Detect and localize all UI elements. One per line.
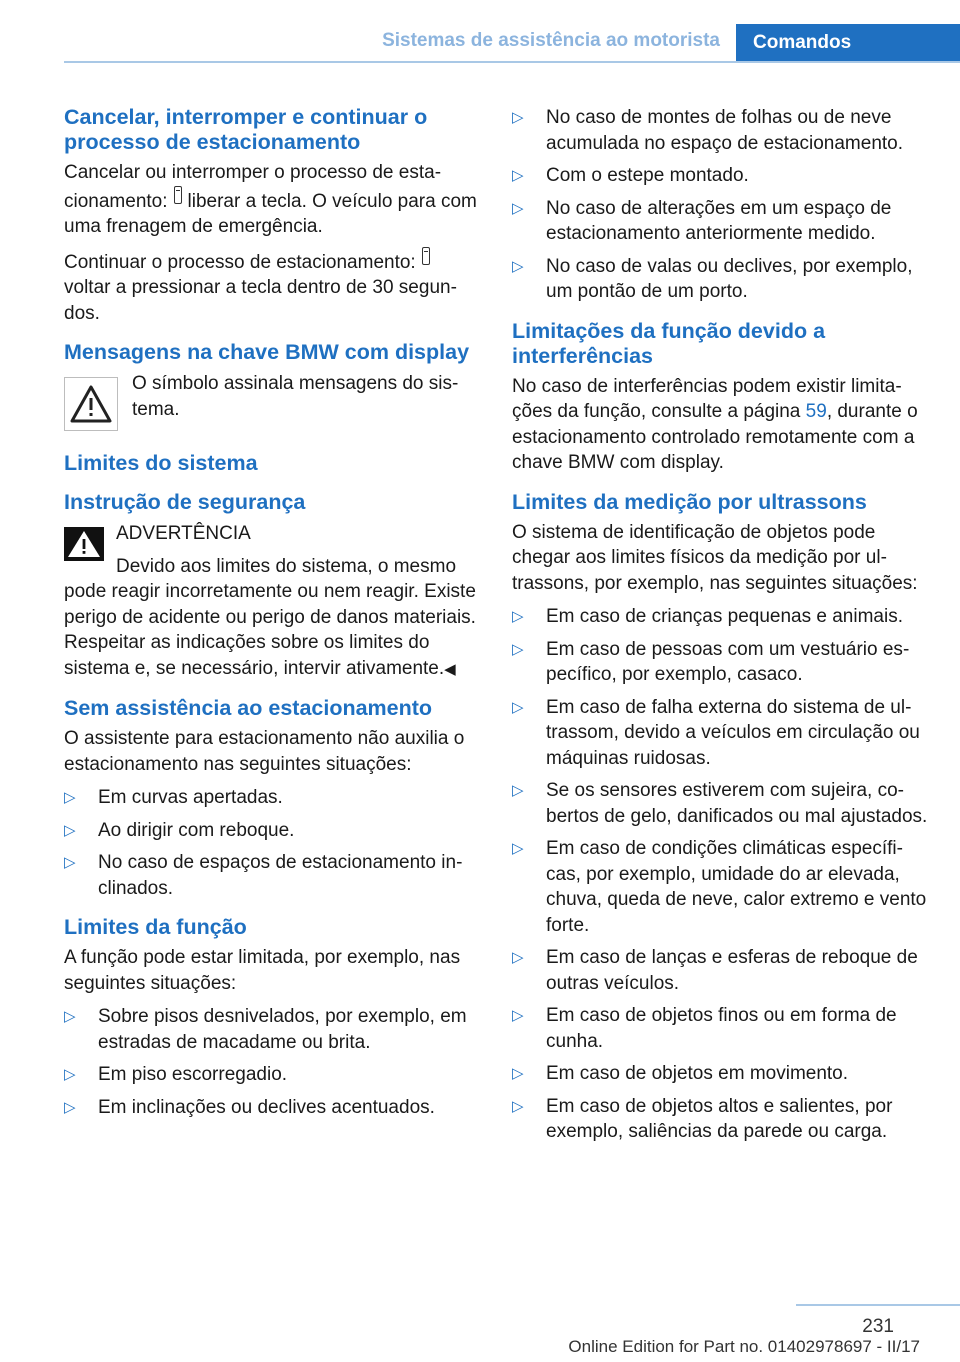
paragraph-interference bbox=[512, 374, 928, 476]
list-item bbox=[512, 637, 928, 688]
footer-edition: Online Edition for Part no. 01402978697 - II/17 bbox=[568, 1337, 920, 1356]
paragraph-cancel-1 bbox=[64, 160, 480, 240]
list-item-text: No caso de montes de folhas ou de neve acumulada no espaço de estacionamento. bbox=[546, 107, 904, 154]
heading-system-limits: Limites do sistema bbox=[64, 451, 258, 475]
list-item bbox=[512, 1094, 928, 1145]
warning-triangle-icon bbox=[64, 527, 104, 561]
bullet-icon: ▷ bbox=[512, 1065, 524, 1082]
warning-triangle-outline-icon bbox=[64, 377, 118, 431]
bullet-icon: ▷ bbox=[64, 1008, 76, 1025]
bullet-icon: ▷ bbox=[512, 608, 524, 625]
heading-interference: Limitações da função devido a interferências bbox=[512, 318, 826, 368]
message-symbol-row bbox=[64, 371, 480, 431]
bullet-icon: ▷ bbox=[512, 840, 524, 857]
paragraph-messages: O símbolo assinala mensagens do sistema. bbox=[132, 373, 459, 420]
bullet-icon: ▷ bbox=[512, 782, 524, 799]
list-item bbox=[512, 604, 928, 630]
page-59-link[interactable]: 59 bbox=[805, 401, 827, 422]
list-item-text: Em caso de pessoas com um vestuário específico, por exemplo, casaco. bbox=[546, 638, 910, 685]
list-item-text: No caso de alterações em um espaço de estacionamento anteriormente medido. bbox=[546, 197, 892, 244]
list-item-text: Em caso de crianças pequenas e animais. bbox=[546, 606, 903, 627]
bullet-icon: ▷ bbox=[512, 199, 524, 217]
bullet-icon: ▷ bbox=[512, 257, 524, 275]
list-item bbox=[512, 945, 928, 996]
warning-title: ADVERTÊNCIA bbox=[116, 523, 251, 544]
heading-messages: Mensagens na chave BMW com display bbox=[64, 340, 470, 364]
footer-rule bbox=[796, 1304, 960, 1306]
bullet-icon: ▷ bbox=[512, 109, 524, 126]
list-item-text: Em caso de condições climáticas específicas, por exemplo, umidade do ar elevada, chuva, queda de neve, calor extremo e vento forte. bbox=[546, 838, 927, 936]
list-item-text: Em caso de falha externa do sistema de ultrassom, devido a veículos em circulação ou máquinas ruidosas. bbox=[546, 696, 920, 769]
list-item bbox=[512, 254, 928, 305]
warning-body bbox=[64, 554, 480, 683]
warning-body-text: Devido aos limites do sistema, o mesmo pode reagir incorretamente ou nem reagir. Existe perigo de acidente ou perigo de danos materiais. Respeitar as indicações sobre os limites do sistema e, se necessário, intervir ativamente. bbox=[64, 555, 476, 679]
bullet-icon: ▷ bbox=[512, 1097, 524, 1115]
list-item-text: Em caso de objetos altos e salientes, por exemplo, saliências da parede ou carga. bbox=[546, 1095, 893, 1142]
header-rule bbox=[64, 61, 960, 63]
list-item-text: Em curvas apertadas. bbox=[98, 787, 283, 808]
paragraph-cancel-1-b: liberar a tecla. O veículo para com uma frenagem de emergência. bbox=[64, 190, 477, 237]
list-item bbox=[512, 778, 928, 829]
list-item bbox=[64, 818, 480, 844]
bullet-icon: ▷ bbox=[512, 640, 524, 658]
bullet-icon: ▷ bbox=[64, 1066, 76, 1083]
function-limits-list-continued bbox=[512, 105, 928, 305]
end-mark-icon: ◀ bbox=[444, 660, 456, 678]
list-item bbox=[64, 1095, 480, 1121]
list-item bbox=[512, 196, 928, 247]
list-item-text: Ao dirigir com reboque. bbox=[98, 819, 295, 841]
park-key-icon bbox=[174, 186, 182, 204]
ultrasound-list bbox=[512, 604, 928, 1145]
list-item-text: Em inclinações ou declives acentuados. bbox=[98, 1096, 435, 1118]
bullet-icon: ▷ bbox=[512, 167, 524, 184]
list-item-text: Em caso de lanças e esferas de reboque de outras veículos. bbox=[546, 947, 918, 994]
park-key-icon bbox=[422, 247, 430, 265]
list-item bbox=[64, 850, 480, 901]
list-item bbox=[512, 695, 928, 772]
list-item bbox=[64, 785, 480, 811]
list-item-text: No caso de valas ou declives, por exemplo, um pontão de um porto. bbox=[546, 255, 913, 302]
bullet-icon: ▷ bbox=[64, 1098, 76, 1116]
heading-no-assist: Sem assistência ao estacionamento bbox=[64, 696, 433, 720]
no-assist-list bbox=[64, 785, 480, 901]
list-item bbox=[512, 1061, 928, 1087]
list-item-text: Em piso escorregadio. bbox=[98, 1064, 288, 1085]
page-number: 231 bbox=[862, 1316, 894, 1337]
header-section-title: Sistemas de assistência ao motorista bbox=[382, 30, 720, 51]
list-item bbox=[64, 1004, 480, 1055]
list-item bbox=[64, 1062, 480, 1088]
bullet-icon: ▷ bbox=[64, 821, 76, 839]
list-item bbox=[512, 1003, 928, 1054]
heading-safety-instruction: Instrução de segurança bbox=[64, 490, 306, 514]
list-item-text: No caso de espaços de estacionamento inclinados. bbox=[98, 852, 463, 899]
bullet-icon: ▷ bbox=[512, 1007, 524, 1024]
right-column bbox=[512, 105, 928, 1152]
paragraph-cancel-2 bbox=[64, 247, 480, 327]
paragraph-function-limits: A função pode estar limitada, por exemplo, nas seguintes situações: bbox=[64, 947, 461, 994]
warning-block bbox=[64, 521, 480, 682]
paragraph-cancel-2-b: voltar a pressionar a tecla dentro de 30 segundos. bbox=[64, 277, 457, 324]
list-item bbox=[512, 163, 928, 189]
heading-cancel: Cancelar, interromper e continuar o processo de estacionamento bbox=[64, 105, 428, 154]
paragraph-interference-a: No caso de interferências podem existir limitações da função, consulte a página bbox=[512, 375, 902, 422]
heading-ultrasound: Limites da medição por ultrassons bbox=[512, 489, 867, 514]
heading-function-limits: Limites da função bbox=[64, 915, 247, 939]
paragraph-ultrasound: O sistema de identificação de objetos pode chegar aos limites físicos da medição por ultrassons, por exemplo, nas seguintes situações: bbox=[512, 521, 918, 594]
list-item-text: Sobre pisos desnivelados, por exemplo, em estradas de macadame ou brita. bbox=[98, 1006, 467, 1053]
bullet-icon: ▷ bbox=[512, 698, 524, 716]
list-item-text: Com o estepe montado. bbox=[546, 165, 749, 186]
bullet-icon: ▷ bbox=[512, 949, 524, 966]
header-chapter-tab: Comandos bbox=[736, 24, 960, 62]
bullet-icon: ▷ bbox=[64, 854, 76, 871]
list-item-text: Em caso de objetos em movimento. bbox=[546, 1063, 849, 1084]
left-column bbox=[64, 105, 480, 1127]
paragraph-cancel-1-a: Cancelar ou interromper o processo de estacionamento: bbox=[64, 162, 442, 212]
list-item bbox=[512, 836, 928, 938]
function-limits-list bbox=[64, 1004, 480, 1120]
list-item-text: Se os sensores estiverem com sujeira, cobertos de gelo, danificados ou mal ajustados. bbox=[546, 780, 928, 827]
paragraph-interference-b: , durante o estacionamento controlado remotamente com a chave BMW com display. bbox=[512, 401, 918, 473]
list-item-text: Em caso de objetos finos ou em forma de cunha. bbox=[546, 1005, 897, 1052]
paragraph-no-assist: O assistente para estacionamento não auxilia o estacionamento nas seguintes situações: bbox=[64, 728, 465, 775]
list-item bbox=[512, 105, 928, 156]
bullet-icon: ▷ bbox=[64, 789, 76, 806]
paragraph-cancel-2-a: Continuar o processo de estacionamento: bbox=[64, 251, 416, 273]
